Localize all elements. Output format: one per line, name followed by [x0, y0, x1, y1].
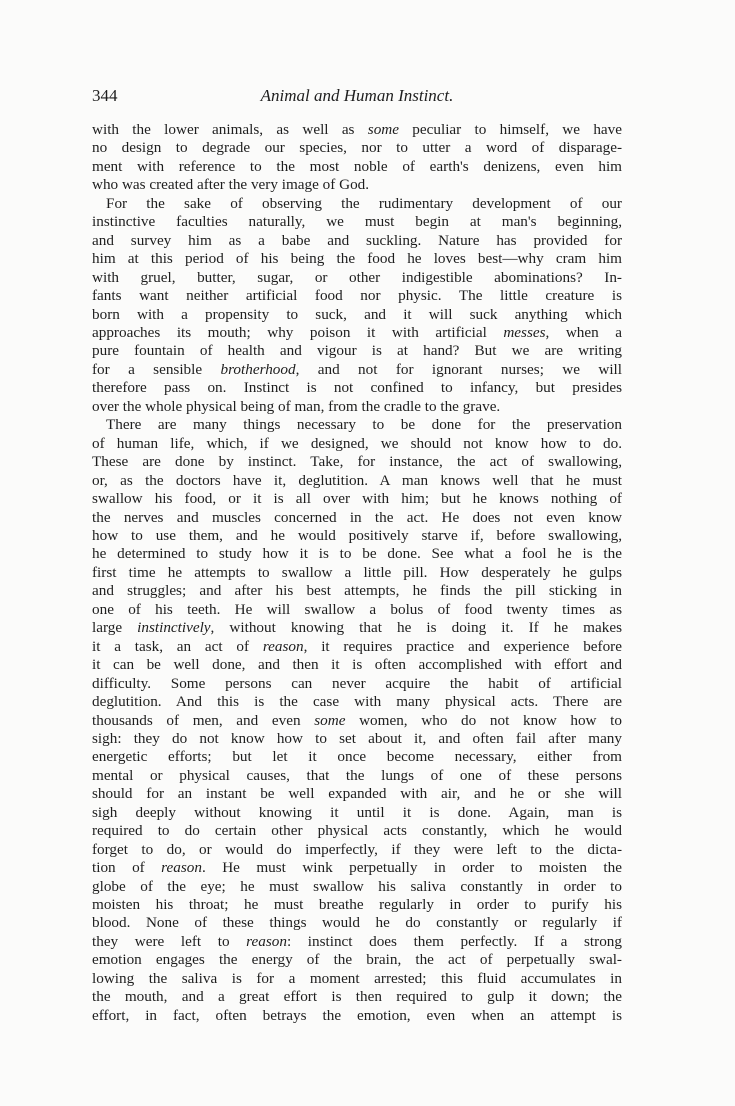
- text-line: of human life, which, if we designed, we should not know how to do.: [92, 434, 622, 452]
- text-line: These are done by instinct. Take, for instance, the act of swallowing,: [92, 453, 622, 471]
- text-line: lowing the saliva is for a moment arrested; this fluid accumulates in: [92, 969, 622, 987]
- text-line: over the whole physical being of man, from the cradle to the grave.: [92, 397, 501, 415]
- text-line: no design to degrade our species, nor to utter a word of disparage-: [92, 139, 622, 157]
- text-line: should for an instant be well expanded with air, and he or she will: [92, 785, 622, 803]
- italic-word: instinctively: [137, 619, 211, 637]
- text-line: mental or physical causes, that the lungs of one of these persons: [92, 766, 622, 784]
- italic-word: reason: [262, 637, 304, 655]
- italic-word: some: [314, 711, 346, 729]
- text-line: thousands of men, and even some women, who do not know how to: [92, 711, 622, 729]
- paragraph: [92, 416, 622, 1025]
- text-line: sigh: they do not know how to set about it, and often fail after many: [92, 729, 622, 747]
- text-line: approaches its mouth; why poison it with artificial messes, when a: [92, 323, 622, 341]
- text-line: fants want neither artificial food nor physic. The little creature is: [92, 287, 622, 305]
- text-line: emotion engages the energy of the brain, the act of perpetually swal-: [92, 951, 622, 969]
- body-text: [92, 121, 622, 1025]
- text-line: swallow his food, or it is all over with him; but he knows nothing of: [92, 490, 622, 508]
- text-line: first time he attempts to swallow a little pill. How desperately he gulps: [92, 563, 622, 581]
- text-line: it can be well done, and then it is often accomplished with effort and: [92, 656, 622, 674]
- text-line: tion of reason. He must wink perpetually in order to moisten the: [92, 859, 622, 877]
- text-line: the mouth, and a great effort is then required to gulp it down; the: [92, 988, 622, 1006]
- text-line: or, as the doctors have it, deglutition. A man knows well that he must: [92, 471, 622, 489]
- text-line: ment with reference to the most noble of earth's denizens, even him: [92, 157, 622, 175]
- page-number: 344: [92, 86, 118, 105]
- text-line: the nerves and muscles concerned in the act. He does not even know: [92, 508, 622, 526]
- text-line: globe of the eye; he must swallow his saliva constantly in order to: [92, 877, 622, 895]
- text-line: him at this period of his being the food he loves best—why cram him: [92, 250, 622, 268]
- text-line: it a task, an act of reason, it requires practice and experience before: [92, 637, 622, 655]
- text-line: with gruel, butter, sugar, or other indigestible abominations? In-: [92, 268, 622, 286]
- text-line: blood. None of these things would he do constantly or regularly if: [92, 914, 622, 932]
- italic-word: brotherhood: [220, 360, 296, 378]
- text-line: difficulty. Some persons can never acquire the habit of artificial: [92, 674, 622, 692]
- text-line: born with a propensity to suck, and it will suck anything which: [92, 305, 622, 323]
- paragraph: [92, 121, 622, 195]
- text-line: therefore pass on. Instinct is not confined to infancy, but presides: [92, 379, 622, 397]
- text-line: For the sake of observing the rudimentary development of our: [106, 194, 622, 212]
- italic-word: some: [367, 121, 399, 138]
- text-line: energetic efforts; but let it once become necessary, either from: [92, 748, 622, 766]
- text-line: and struggles; and after his best attempts, he finds the pill sticking in: [92, 582, 622, 600]
- italic-word: reason: [161, 859, 202, 877]
- italic-word: reason: [246, 932, 287, 950]
- text-line: required to do certain other physical acts constantly, which he would: [92, 822, 622, 840]
- italic-word: messes: [503, 323, 546, 341]
- paragraph: [92, 195, 622, 416]
- text-line: one of his teeth. He will swallow a bolus of food twenty times as: [92, 600, 622, 618]
- text-line: and survey him as a babe and suckling. Nature has provided for: [92, 231, 622, 249]
- text-line: how to use them, and he would positively starve if, before swallowing,: [92, 526, 622, 544]
- text-line: pure fountain of health and vigour is at hand? But we are writing: [92, 342, 622, 360]
- text-line: large instinctively, without knowing that he is doing it. If he makes: [92, 619, 622, 637]
- text-line: deglutition. And this is the case with many physical acts. There are: [92, 693, 622, 711]
- running-title: Animal and Human Instinct.: [260, 86, 454, 105]
- text-line: effort, in fact, often betrays the emotion, even when an attempt is: [92, 1006, 622, 1024]
- text-line: they were left to reason: instinct does them perfectly. If a strong: [92, 932, 622, 950]
- running-head: [92, 86, 622, 116]
- text-line: instinctive faculties naturally, we must begin at man's beginning,: [92, 213, 622, 231]
- text-line: forget to do, or would do imperfectly, if they were left to the dicta-: [92, 840, 622, 858]
- text-line: who was created after the very image of God.: [92, 176, 370, 194]
- book-page: [92, 86, 622, 1024]
- text-line: There are many things necessary to be done for the preservation: [106, 416, 622, 434]
- text-line: for a sensible brotherhood, and not for ignorant nurses; we will: [92, 360, 622, 378]
- text-line: he determined to study how it is to be done. See what a fool he is the: [92, 545, 622, 563]
- text-line: sigh deeply without knowing it until it is done. Again, man is: [92, 803, 622, 821]
- text-line: moisten his throat; he must breathe regularly in order to purify his: [92, 896, 622, 914]
- text-line: with the lower animals, as well as some peculiar to himself, we have: [92, 121, 622, 138]
